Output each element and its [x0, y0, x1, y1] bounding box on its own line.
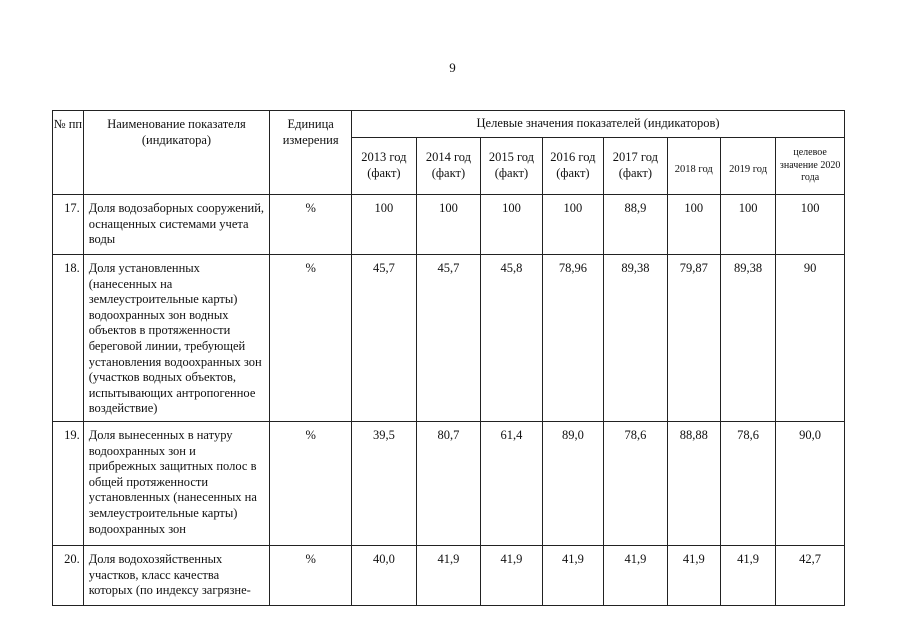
header-year-2017: 2017 год (факт) [604, 138, 668, 195]
indicators-table [52, 110, 845, 606]
row-value-2016: 89,0 [542, 421, 603, 545]
row-value-2018: 79,87 [667, 255, 720, 422]
header-year-2015: 2015 год (факт) [481, 138, 542, 195]
row-indicator-name: Доля вынесенных в натуру водоохранных зон и прибрежных защитных полос в общей протяженности установленных (нанесенных на землеустроительные карты) водоохранных зон [83, 421, 269, 545]
row-value-2020: 90 [776, 255, 845, 422]
header-year-2019: 2019 год [720, 138, 775, 195]
row-value-2015: 100 [481, 195, 542, 255]
row-value-2018: 41,9 [667, 545, 720, 605]
header-year-2016: 2016 год (факт) [542, 138, 603, 195]
row-value-2017: 88,9 [604, 195, 668, 255]
header-year-2014: 2014 год (факт) [416, 138, 481, 195]
row-value-2017: 78,6 [604, 421, 668, 545]
row-value-2013: 39,5 [352, 421, 417, 545]
row-value-2014: 100 [416, 195, 481, 255]
row-value-2016: 41,9 [542, 545, 603, 605]
header-target-2020: целевое значение 2020 года [776, 138, 845, 195]
header-unit: Единица измерения [270, 111, 352, 195]
row-number: 20. [53, 545, 84, 605]
table-header-row [53, 111, 845, 138]
row-value-2017: 41,9 [604, 545, 668, 605]
table-row [53, 195, 845, 255]
row-value-2013: 45,7 [352, 255, 417, 422]
row-value-2018: 100 [667, 195, 720, 255]
header-year-2018: 2018 год [667, 138, 720, 195]
row-value-2019: 41,9 [720, 545, 775, 605]
row-value-2015: 45,8 [481, 255, 542, 422]
row-value-2014: 80,7 [416, 421, 481, 545]
header-year-2013: 2013 год (факт) [352, 138, 417, 195]
row-unit: % [270, 195, 352, 255]
row-value-2016: 100 [542, 195, 603, 255]
row-value-2019: 100 [720, 195, 775, 255]
row-value-2013: 40,0 [352, 545, 417, 605]
row-value-2013: 100 [352, 195, 417, 255]
page-number: 9 [449, 60, 456, 75]
row-unit: % [270, 255, 352, 422]
row-value-2016: 78,96 [542, 255, 603, 422]
row-value-2020: 100 [776, 195, 845, 255]
row-value-2017: 89,38 [604, 255, 668, 422]
row-indicator-name: Доля установленных (нанесенных на землеустроительные карты) водоохранных зон водных объектов в протяженности береговой линии, требующей установления водоохранных зон (участков водных объектов, испытывающих антропогенное воздействие) [83, 255, 269, 422]
row-value-2018: 88,88 [667, 421, 720, 545]
row-value-2020: 90,0 [776, 421, 845, 545]
row-unit: % [270, 545, 352, 605]
table-row [53, 545, 845, 605]
row-indicator-name: Доля водозаборных сооружений, оснащенных системами учета воды [83, 195, 269, 255]
row-value-2015: 41,9 [481, 545, 542, 605]
row-value-2014: 45,7 [416, 255, 481, 422]
row-value-2015: 61,4 [481, 421, 542, 545]
row-value-2019: 89,38 [720, 255, 775, 422]
header-indicator-name: Наименование показателя (индикатора) [83, 111, 269, 195]
table-row [53, 255, 845, 422]
row-number: 18. [53, 255, 84, 422]
row-value-2014: 41,9 [416, 545, 481, 605]
row-unit: % [270, 421, 352, 545]
table-row [53, 421, 845, 545]
row-value-2020: 42,7 [776, 545, 845, 605]
header-target-values: Целевые значения показателей (индикаторов) [352, 111, 845, 138]
row-indicator-name: Доля водохозяйственных участков, класс качества которых (по индексу загрязне- [83, 545, 269, 605]
row-number: 19. [53, 421, 84, 545]
header-num: № пп [53, 111, 84, 195]
row-number: 17. [53, 195, 84, 255]
row-value-2019: 78,6 [720, 421, 775, 545]
